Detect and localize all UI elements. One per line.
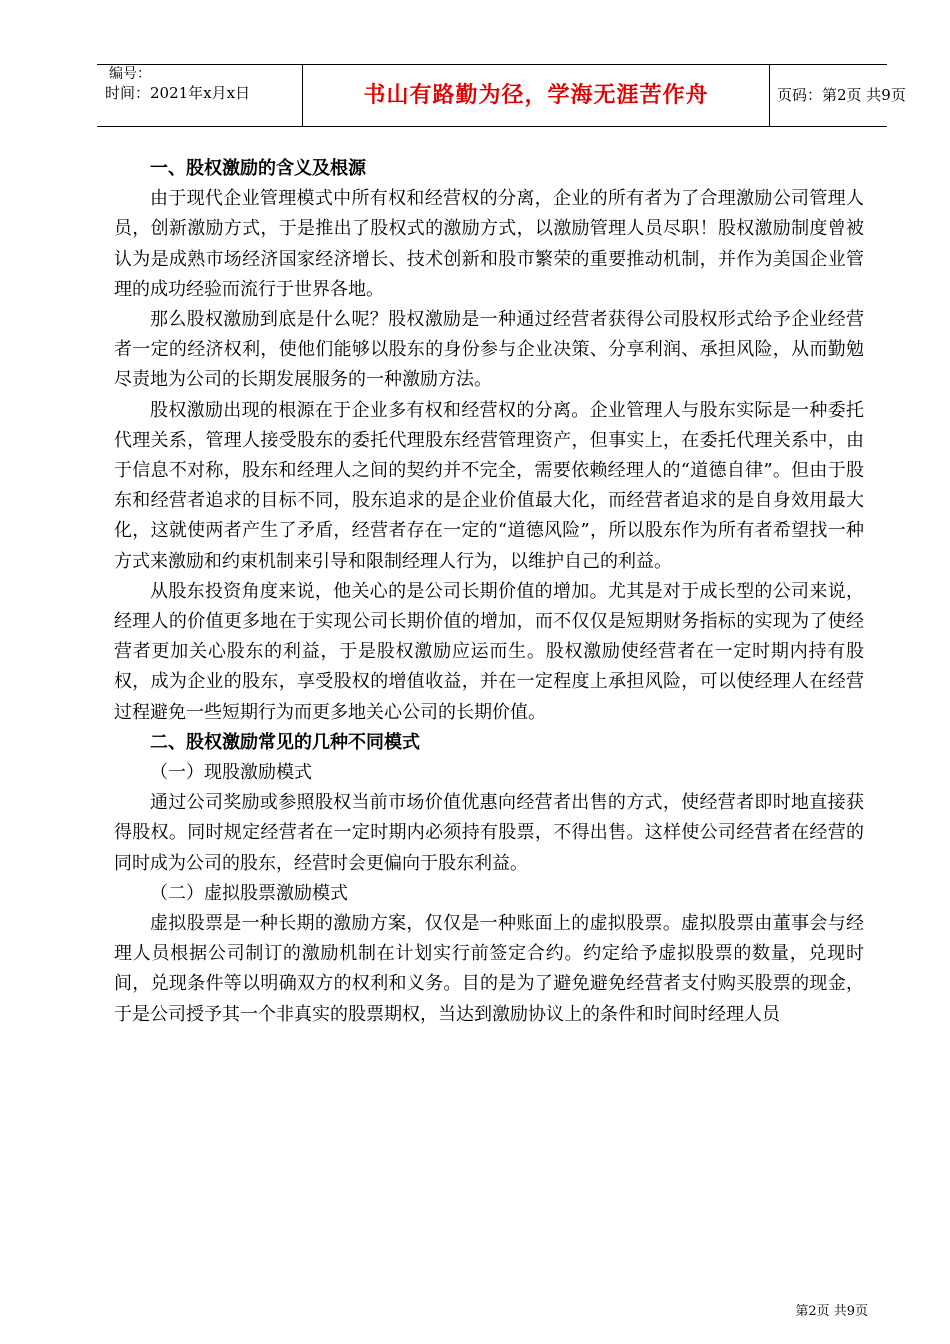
header-meta-cell <box>97 65 302 126</box>
page-header <box>97 64 906 127</box>
paragraph: 股权激励出现的根源在于企业多有权和经营权的分离。企业管理人与股东实际是一种委托代理关系，管理人接受股东的委托代理股东经营管理资产，但事实上，在委托代理关系中，由于信息不对称，股东和经理人之间的契约并不完全，需要依赖经理人的“道德自律”。但由于股东和经营者追求的目标不同，股东追求的是企业价值最大化，而经营者追求的是自身效用最大化，这就使两者产生了矛盾，经营者存在一定的“道德风险”，所以股东作为所有者希望找一种方式来激励和约束机制来引导和限制经理人行为，以维护自己的利益。 <box>114 399 864 572</box>
header-motto: 书山有路勤为径，学海无涯苦作舟 <box>363 82 709 108</box>
paragraph: 那么股权激励到底是什么呢？股权激励是一种通过经营者获得公司股权形式给予企业经营者一定的经济权利，使他们能够以股东的身份参与企业决策、分享利润、承担风险，从而勤勉尽责地为公司的长期发展服务的一种激励方法。 <box>114 309 864 391</box>
subsection-heading: （一）现股激励模式 <box>150 762 312 784</box>
subsection-heading: （二）虚拟股票激励模式 <box>150 882 348 904</box>
document-number-label: 编号： <box>109 66 151 82</box>
document-time-label: 时间：2021年x月x日 <box>105 84 251 102</box>
paragraph: 从股东投资角度来说，他关心的是公司长期价值的增加。尤其是对于成长型的公司来说，经理人的价值更多地在于实现公司长期价值的增加，而不仅仅是短期财务指标的实现为了使经营者更加关心股东的利益，于是股权激励应运而生。股权激励使经营者在一定时期内持有股权，成为企业的股东，享受股权的增值收益，并在一定程度上承担风险，可以使经理人在经营过程避免一些短期行为而更多地关心公司的长期价值。 <box>114 580 864 723</box>
header-motto-cell <box>302 65 770 126</box>
paragraph: 虚拟股票是一种长期的激励方案，仅仅是一种账面上的虚拟股票。虚拟股票由董事会与经理人员根据公司制订的激励机制在计划实行前签定合约。约定给予虚拟股票的数量，兑现时间，兑现条件等以明确双方的权利和义务。目的是为了避免避免经营者支付购买股票的现金，于是公司授予其一个非真实的股票期权，当达到激励协议上的条件和时间时经理人员 <box>114 913 864 1025</box>
paragraph: 由于现代企业管理模式中所有权和经营权的分离，企业的所有者为了合理激励公司管理人员，创新激励方式，于是推出了股权式的激励方式，以激励管理人员尽职！股权激励制度曾被认为是成熟市场经济国家经济增长、技术创新和股市繁荣的重要推动机制，并作为美国企业管理的成功经验而流行于世界各地。 <box>114 188 864 300</box>
section-heading-1: 一、股权激励的含义及根源 <box>150 158 366 179</box>
section-heading-2: 二、股权激励常见的几种不同模式 <box>150 731 420 753</box>
header-page-cell <box>769 65 906 126</box>
paragraph: 通过公司奖励或参照股权当前市场价值优惠向经营者出售的方式，使经营者即时地直接获得股权。同时规定经营者在一定时期内必须持有股票，不得出售。这样使公司经营者在经营的同时成为公司的股东，经营时会更偏向于股东利益。 <box>114 792 864 874</box>
header-page-number: 页码：第2页 共9页 <box>777 86 906 104</box>
page-footer-number: 第2页 共9页 <box>795 1304 868 1319</box>
document-body <box>114 154 864 1030</box>
